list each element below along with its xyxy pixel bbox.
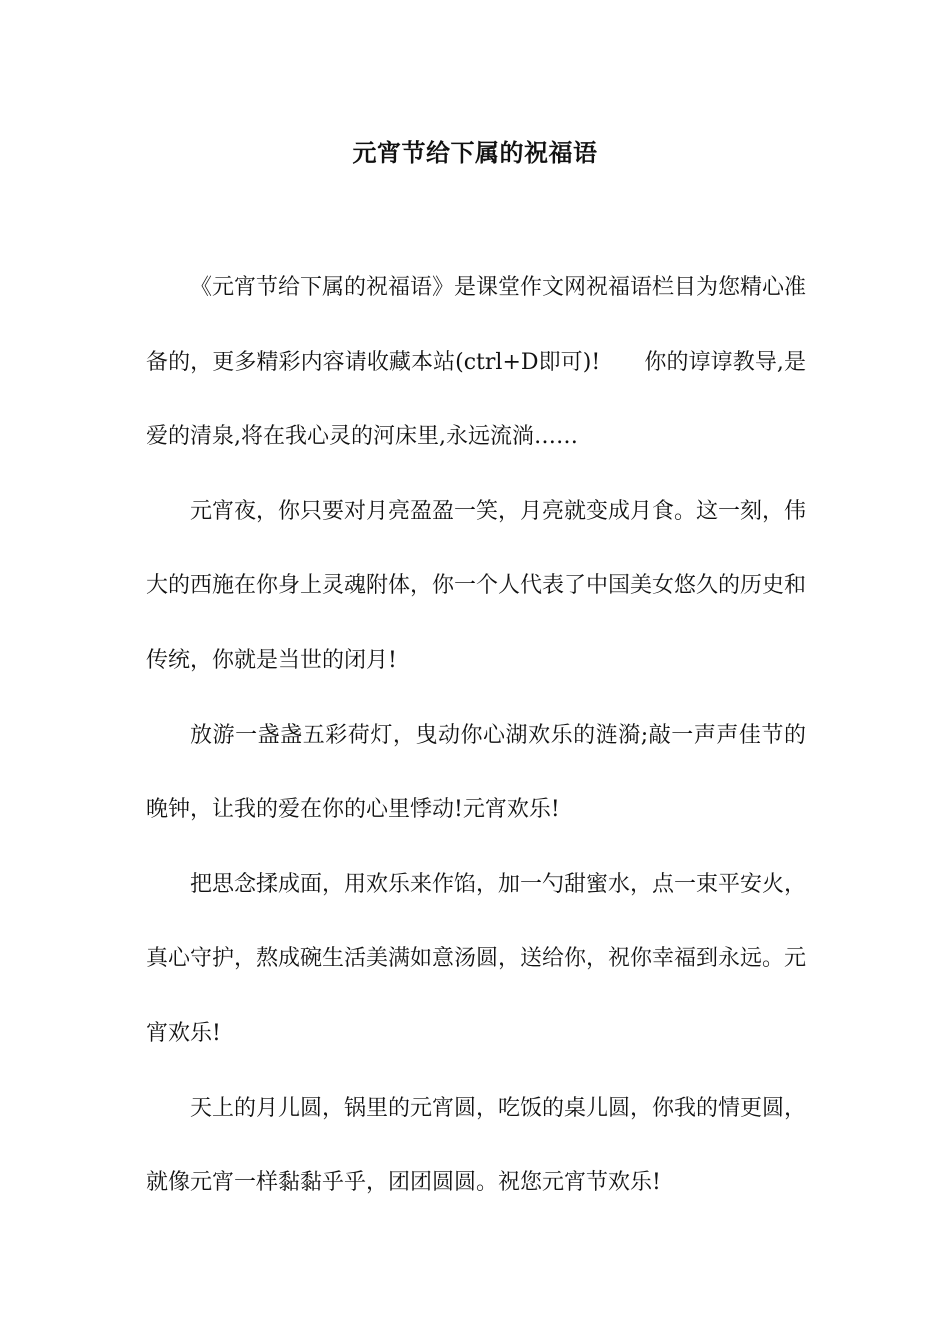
paragraph: 《元宵节给下属的祝福语》是课堂作文网祝福语栏目为您精心准备的，更多精彩内容请收藏本站(ctrl+D即可)! 你的谆谆教导,是爱的清泉,将在我心灵的河床里,永远流淌…… — [146, 275, 807, 450]
document-title: 元宵节给下属的祝福语 — [352, 139, 598, 167]
paragraph: 天上的月儿圆，锅里的元宵圆，吃饭的桌儿圆，你我的情更圆，就像元宵一样黏黏乎乎，团团圆圆。祝您元宵节欢乐! — [146, 1095, 807, 1196]
document-body — [146, 251, 806, 1221]
paragraph: 把思念揉成面，用欢乐来作馅，加一勺甜蜜水，点一束平安火，真心守护，熬成碗生活美满如意汤圆，送给你，祝你幸福到永远。元宵欢乐! — [146, 871, 807, 1046]
paragraph: 放游一盏盏五彩荷灯，曳动你心湖欢乐的涟漪;敲一声声佳节的晚钟，让我的爱在你的心里悸动!元宵欢乐! — [146, 722, 806, 823]
paragraph: 元宵夜，你只要对月亮盈盈一笑，月亮就变成月食。这一刻，伟大的西施在你身上灵魂附体，你一个人代表了中国美女悠久的历史和传统，你就是当世的闭月! — [146, 498, 807, 673]
